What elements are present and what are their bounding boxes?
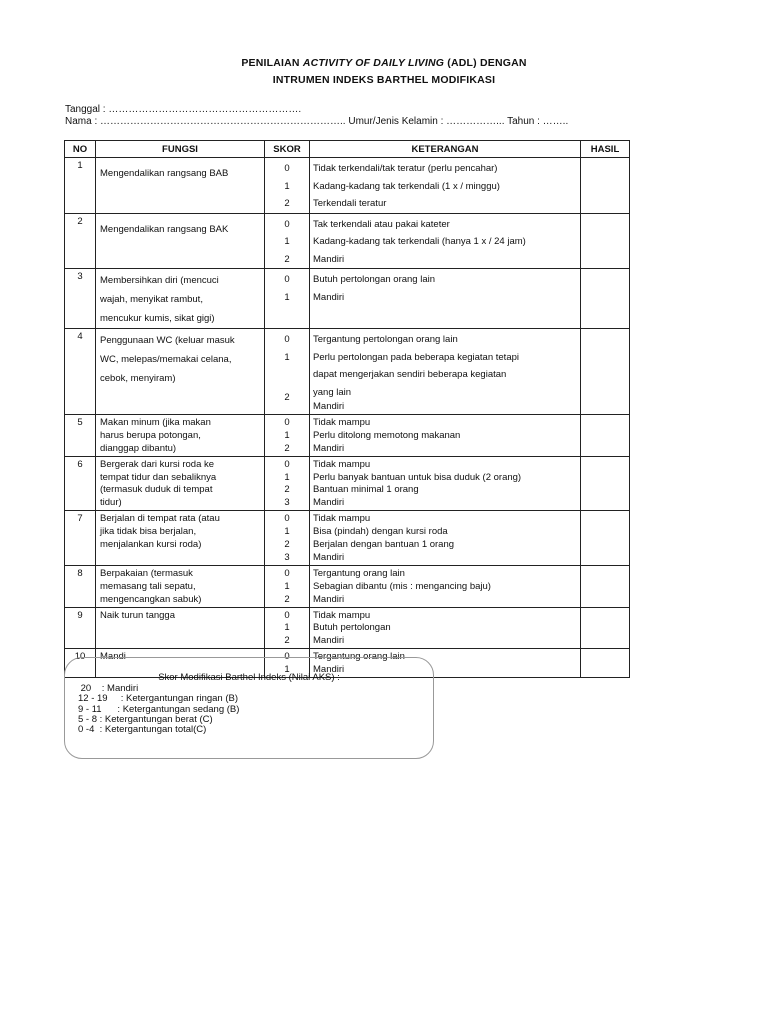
hasil-cell[interactable] xyxy=(581,565,630,607)
row-skor: 0 1 2 xyxy=(265,607,310,649)
row-keterangan: Tergantung orang lain Sebagian dibantu (mis : mengancing baju) Mandiri xyxy=(310,565,581,607)
barthel-table xyxy=(64,140,630,678)
row-skor: 0 1 2 xyxy=(265,213,310,269)
score-legend-title: Skor Modifikasi Barthel Indeks (Nilai AKS) : xyxy=(158,672,340,683)
header-keterangan: KETERANGAN xyxy=(310,141,581,158)
score-legend-lines xyxy=(78,684,239,735)
table-row xyxy=(65,329,630,415)
row-keterangan: Tidak terkendali/tak teratur (perlu pencahar) Kadang-kadang tak terkendali (1 x / minggu) Terkendali teratur xyxy=(310,158,581,214)
row-fungsi: Naik turun tangga xyxy=(96,607,265,649)
row-fungsi: Berjalan di tempat rata (atau jika tidak bisa berjalan, menjalankan kursi roda) xyxy=(96,511,265,566)
row-skor: 0 1 xyxy=(265,269,310,329)
row-fungsi: Membersihkan diri (mencuci wajah, menyikat rambut, mencukur kumis, sikat gigi) xyxy=(96,269,265,329)
row-fungsi: Mengendalikan rangsang BAK xyxy=(96,213,265,269)
row-no: 5 xyxy=(65,414,96,456)
row-skor: 0 1 xyxy=(265,649,310,678)
row-fungsi: Mandi xyxy=(96,649,265,678)
form-title xyxy=(0,57,768,69)
hasil-cell[interactable] xyxy=(581,213,630,269)
hasil-cell[interactable] xyxy=(581,158,630,214)
table-row xyxy=(65,414,630,456)
row-no: 10 xyxy=(65,649,96,678)
hasil-cell[interactable] xyxy=(581,329,630,415)
table-row xyxy=(65,158,630,214)
header-skor: SKOR xyxy=(265,141,310,158)
hasil-cell[interactable] xyxy=(581,456,630,511)
header-no: NO xyxy=(65,141,96,158)
row-no: 1 xyxy=(65,158,96,214)
score-legend-box xyxy=(64,657,434,759)
row-no: 8 xyxy=(65,565,96,607)
row-skor: 0 1 2 3 xyxy=(265,456,310,511)
row-keterangan: Butuh pertolongan orang lain Mandiri xyxy=(310,269,581,329)
header-hasil: HASIL xyxy=(581,141,630,158)
row-fungsi: Mengendalikan rangsang BAB xyxy=(96,158,265,214)
table-row xyxy=(65,511,630,566)
row-keterangan: Tak terkendali atau pakai kateter Kadang-kadang tak terkendali (hanya 1 x / 24 jam) Mandiri xyxy=(310,213,581,269)
row-skor: 0 1 2 xyxy=(265,414,310,456)
hasil-cell[interactable] xyxy=(581,269,630,329)
table-header-row xyxy=(65,141,630,158)
score-line: 0 -4 : Ketergantungan total(C) xyxy=(78,724,207,736)
score-line: 12 - 19 : Ketergantungan ringan (B) xyxy=(78,693,239,705)
row-fungsi: Penggunaan WC (keluar masuk WC, melepas/memakai celana, cebok, menyiram) xyxy=(96,329,265,415)
row-no: 7 xyxy=(65,511,96,566)
header-fungsi: FUNGSI xyxy=(96,141,265,158)
hasil-cell[interactable] xyxy=(581,607,630,649)
score-line: 20 : Mandiri xyxy=(78,683,139,694)
row-no: 2 xyxy=(65,213,96,269)
row-no: 6 xyxy=(65,456,96,511)
table-row xyxy=(65,213,630,269)
row-fungsi: Bergerak dari kursi roda ke tempat tidur dan sebaliknya (termasuk duduk di tempat tidur) xyxy=(96,456,265,511)
row-fungsi: Makan minum (jika makan harus berupa potongan, dianggap dibantu) xyxy=(96,414,265,456)
row-skor: 0 1 2 3 xyxy=(265,511,310,566)
title-italic: ACTIVITY OF DAILY LIVING xyxy=(302,57,445,69)
score-line: 9 - 11 : Ketergantungan sedang (B) xyxy=(78,703,240,715)
row-skor: 0 1 2 xyxy=(265,565,310,607)
table-row xyxy=(65,607,630,649)
row-skor: 0 1 2 xyxy=(265,329,310,415)
form-subtitle: INTRUMEN INDEKS BARTHEL MODIFIKASI xyxy=(272,74,496,86)
title-part1: PENILAIAN xyxy=(241,57,303,69)
nama-umur-field: Nama : ……………………………………………………………….. Umur/Jenis Kelamin : ……………... Tahun : …….. xyxy=(65,116,569,127)
hasil-cell[interactable] xyxy=(581,511,630,566)
row-keterangan: Tidak mampu Bisa (pindah) dengan kursi roda Berjalan dengan bantuan 1 orang Mandiri xyxy=(310,511,581,566)
row-keterangan: Tidak mampu Butuh pertolongan Mandiri xyxy=(310,607,581,649)
row-no: 4 xyxy=(65,329,96,415)
title-part2: (ADL) DENGAN xyxy=(444,57,527,69)
hasil-cell[interactable] xyxy=(581,649,630,678)
row-keterangan: Tergantung orang lain Mandiri xyxy=(310,649,581,678)
row-no: 3 xyxy=(65,269,96,329)
score-line: 5 - 8 : Ketergantungan berat (C) xyxy=(78,713,213,725)
table-row xyxy=(65,565,630,607)
row-keterangan: Tidak mampu Perlu ditolong memotong makanan Mandiri xyxy=(310,414,581,456)
table-row xyxy=(65,269,630,329)
hasil-cell[interactable] xyxy=(581,414,630,456)
table-row xyxy=(65,456,630,511)
row-keterangan: Tidak mampu Perlu banyak bantuan untuk bisa duduk (2 orang) Bantuan minimal 1 orang Mandiri xyxy=(310,456,581,511)
row-keterangan: Tergantung pertolongan orang lain Perlu pertolongan pada beberapa kegiatan tetapi dapat mengerjakan sendiri beberapa kegiatan yang lain Mandiri xyxy=(310,329,581,415)
row-no: 9 xyxy=(65,607,96,649)
row-fungsi: Berpakaian (termasuk memasang tali sepatu, mengencangkan sabuk) xyxy=(96,565,265,607)
row-skor: 0 1 2 xyxy=(265,158,310,214)
tanggal-field: Tanggal : …………………………………………………. xyxy=(65,104,302,115)
